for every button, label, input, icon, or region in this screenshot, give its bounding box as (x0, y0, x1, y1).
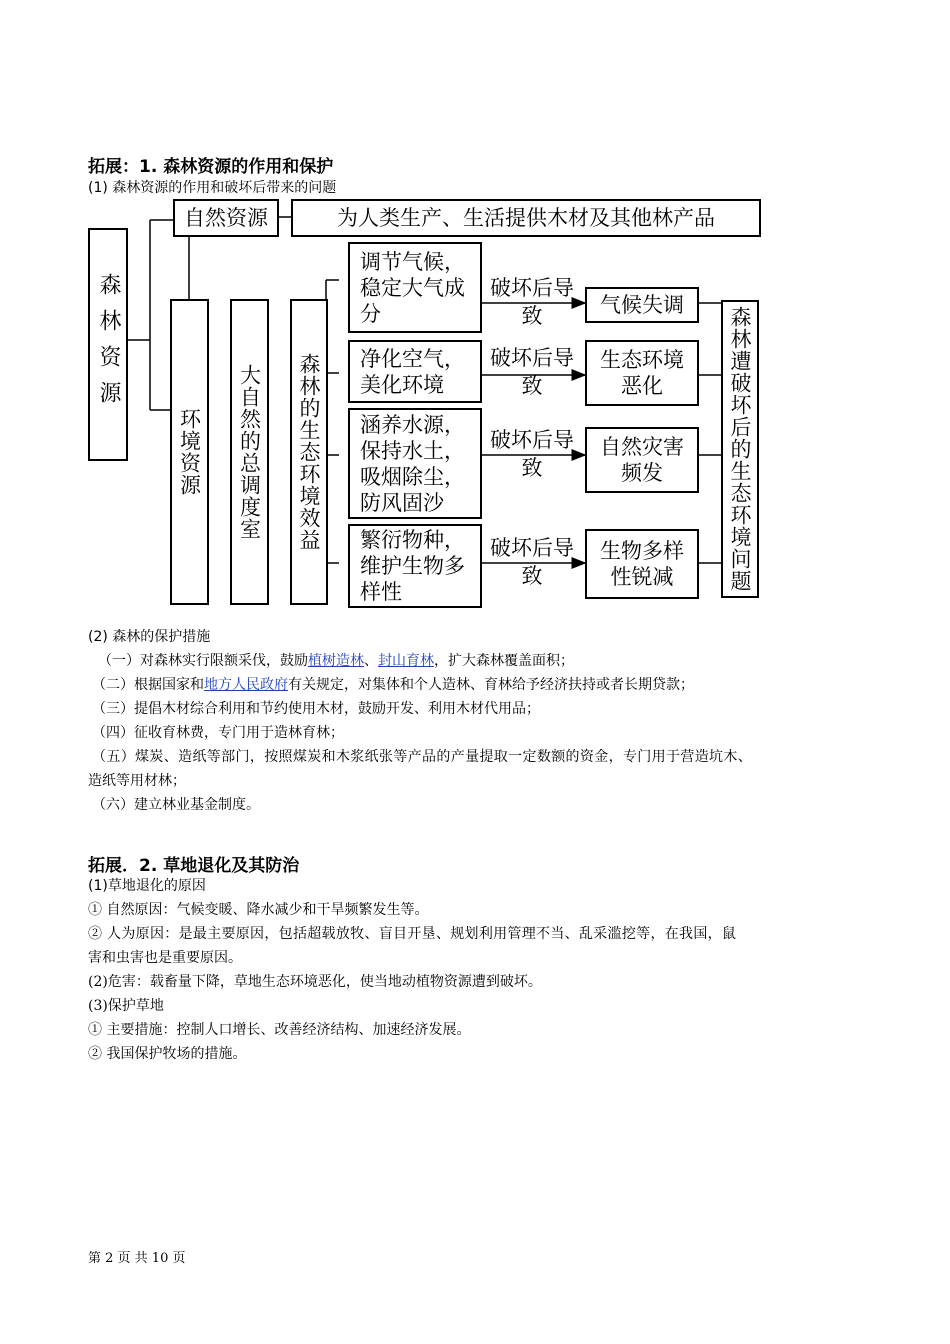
measure-5-cont: 造纸等用材林； (88, 773, 186, 789)
arrow-label-4: 破坏后导致 (490, 536, 574, 588)
forest-resource-diagram (85, 195, 765, 615)
link-planting[interactable]: 植树造林 (308, 653, 364, 669)
grass-line-6: (3)保护草地 (88, 998, 164, 1014)
result-eco-box: 生态环境恶化 (585, 340, 699, 406)
grass-line-3: ② 人为原因：是最主要原因，包括超载放牧、盲目开垦、规划利用管理不当、乱采滥挖等，在我国，鼠 (88, 926, 737, 942)
grass-line-2: ① 自然原因：气候变暖、降水减少和干旱频繁发生等。 (88, 902, 429, 918)
section1-subtitle: (1) 森林资源的作用和破坏后带来的问题 (88, 180, 337, 196)
link-closing-hills[interactable]: 封山育林 (378, 653, 434, 669)
effect-climate-box: 调节气候，稳定大气成分 (348, 242, 482, 333)
result-climate-box: 气候失调 (585, 287, 699, 323)
effect-species-box: 繁衍物种，维护生物多样性 (348, 524, 482, 608)
measure-6: （六）建立林业基金制度。 (92, 797, 260, 813)
eco-effect-box: 森林的生态环境效益 (290, 299, 328, 605)
natural-resource-box: 自然资源 (173, 199, 279, 237)
grass-line-1: (1)草地退化的原因 (88, 878, 206, 894)
forest-resource-box: 森林资源 (88, 228, 128, 461)
link-local-government[interactable]: 地方人民政府 (204, 677, 288, 693)
grass-line-7: ① 主要措施：控制人口增长、改善经济结构、加速经济发展。 (88, 1022, 471, 1038)
measure-5: （五）煤炭、造纸等部门，按照煤炭和木浆纸张等产品的产量提取一定数额的资金，专门用于营造坑木、 (92, 749, 753, 765)
natural-resource-desc-box: 为人类生产、生活提供木材及其他林产品 (291, 199, 761, 237)
measure-3: （三）提倡木材综合利用和节约使用木材，鼓励开发、利用木材代用品； (92, 701, 540, 717)
measure-1: （一）对森林实行限额采伐，鼓励植树造林、封山育林，扩大森林覆盖面积； (98, 653, 574, 669)
measures-list (88, 649, 888, 817)
section2-title: 拓展．2. 草地退化及其防治 (88, 856, 300, 876)
page-footer: 第 2 页 共 10 页 (88, 1251, 186, 1266)
measure-2: （二）根据国家和地方人民政府有关规定，对集体和个人造林、育林给予经济扶持或者长期贷款； (92, 677, 694, 693)
measure-4: （四）征收育林费，专门用于造林育林； (92, 725, 344, 741)
section1-subtitle-2: (2) 森林的保护措施 (88, 629, 211, 645)
grass-line-5: (2)危害：载畜量下降，草地生态环境恶化，使当地动植物资源遭到破坏。 (88, 974, 542, 990)
result-biodiversity-box: 生物多样性锐减 (585, 529, 699, 599)
arrow-label-2: 破坏后导致 (490, 346, 574, 398)
result-disaster-box: 自然灾害频发 (585, 427, 699, 493)
effect-water-box: 涵养水源，保持水土，吸烟除尘，防风固沙 (348, 408, 482, 519)
section1-title: 拓展：1. 森林资源的作用和保护 (88, 157, 334, 177)
arrow-label-1: 破坏后导致 (490, 276, 574, 328)
section2-body (88, 874, 888, 1066)
grass-line-4: 害和虫害也是重要原因。 (88, 950, 242, 966)
grass-line-8: ② 我国保护牧场的措施。 (88, 1046, 247, 1062)
env-resource-box: 环境资源 (170, 299, 209, 605)
problem-box: 森林遭破坏后的生态环境问题 (721, 300, 759, 598)
regulator-box: 大自然的总调度室 (230, 299, 269, 605)
arrow-label-3: 破坏后导致 (490, 428, 574, 480)
effect-air-box: 净化空气，美化环境 (348, 340, 482, 403)
